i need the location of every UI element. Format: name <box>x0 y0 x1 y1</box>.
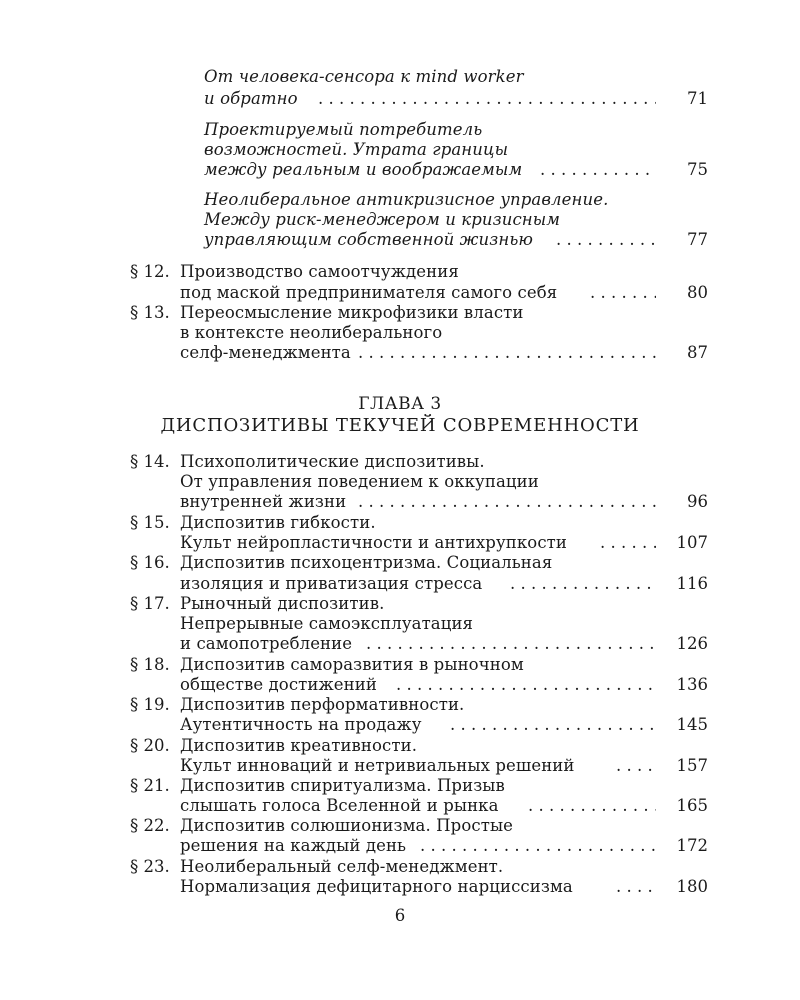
section-20-line-2: Культ инноваций и нетривиальных решений <box>180 756 575 775</box>
section-13-line-3: селф-менеджмента <box>180 343 351 362</box>
section-20-line-1: Диспозитив креативности. <box>180 736 418 755</box>
section-23-line-1: Неолиберальный селф-менеджмент. <box>180 857 504 876</box>
section-22-number: § 22. <box>130 816 170 835</box>
section-12-line-2: под маской предпринимателя самого себя <box>180 283 558 302</box>
dot-leader <box>366 634 656 654</box>
chapter-label: ГЛАВА 3 <box>358 394 442 414</box>
section-21-line-1: Диспозитив спиритуализма. Призыв <box>180 776 505 795</box>
section-14-line-3: внутренней жизни <box>180 492 347 511</box>
section-20-number: § 20. <box>130 736 170 755</box>
section-23-line-2: Нормализация дефицитарного нарциссизма <box>180 877 573 896</box>
dot-leader <box>396 675 656 695</box>
section-19-line-1: Диспозитив перформативности. <box>180 695 465 714</box>
section-18-line-2: обществе достижений <box>180 675 377 694</box>
subitem-3-line-2: Между риск-менеджером и кризисным <box>204 210 561 229</box>
section-19-line-2: Аутентичность на продажу <box>180 715 422 734</box>
dot-leader <box>450 715 656 735</box>
section-18-page: 136 <box>676 675 708 694</box>
chapter-title: ДИСПОЗИТИВЫ ТЕКУЧЕЙ СОВРЕМЕННОСТИ <box>160 415 640 436</box>
section-16-page: 116 <box>676 574 708 593</box>
subitem-3-line-3: управляющим собственной жизнью <box>204 230 534 249</box>
section-14-line-1: Психополитические диспозитивы. <box>180 452 485 471</box>
subitem-2-page: 75 <box>687 160 708 179</box>
dot-leader <box>318 89 656 109</box>
subitem-2-line-3: между реальным и воображаемым <box>204 160 523 179</box>
subitem-1-page: 71 <box>687 89 708 108</box>
section-12-page: 80 <box>687 283 708 302</box>
section-14-number: § 14. <box>130 452 170 471</box>
section-14-line-2: От управления поведением к оккупации <box>180 472 539 491</box>
subitem-3-line-1: Неолиберальное антикризисное управление. <box>204 190 609 209</box>
section-15-number: § 15. <box>130 513 170 532</box>
dot-leader <box>358 343 656 363</box>
section-12-number: § 12. <box>130 262 170 281</box>
dot-leader <box>510 574 656 594</box>
section-22-line-1: Диспозитив солюшионизма. Простые <box>180 816 514 835</box>
dot-leader <box>540 160 656 180</box>
section-18-number: § 18. <box>130 655 170 674</box>
section-21-page: 165 <box>676 796 708 815</box>
subitem-2-line-1: Проектируемый потребитель <box>204 120 483 139</box>
section-19-page: 145 <box>676 715 708 734</box>
section-16-line-1: Диспозитив психоцентризма. Социальная <box>180 553 553 572</box>
section-17-line-1: Рыночный диспозитив. <box>180 594 385 613</box>
section-23-page: 180 <box>676 877 708 896</box>
subitem-1-line-1: От человека-сенсора к mind worker <box>204 67 524 86</box>
section-17-line-3: и самопотребление <box>180 634 353 653</box>
section-20-page: 157 <box>676 756 708 775</box>
section-14-page: 96 <box>687 492 708 511</box>
section-22-line-2: решения на каждый день <box>180 836 407 855</box>
section-13-line-1: Переосмысление микрофизики власти <box>180 303 524 322</box>
section-21-line-2: слышать голоса Вселенной и рынка <box>180 796 499 815</box>
section-13-page: 87 <box>687 343 708 362</box>
section-17-line-2: Непрерывные самоэксплуатация <box>180 614 474 633</box>
section-19-number: § 19. <box>130 695 170 714</box>
section-15-line-2: Культ нейропластичности и антихрупкости <box>180 533 567 552</box>
section-17-page: 126 <box>676 634 708 653</box>
section-22-page: 172 <box>676 836 708 855</box>
section-13-number: § 13. <box>130 303 170 322</box>
subitem-1-line-2: и обратно <box>204 89 298 108</box>
dot-leader <box>358 492 656 512</box>
section-15-page: 107 <box>676 533 708 552</box>
page-number: 6 <box>394 906 406 925</box>
dot-leader <box>528 796 656 816</box>
section-15-line-1: Диспозитив гибкости. <box>180 513 376 532</box>
section-18-line-1: Диспозитив саморазвития в рыночном <box>180 655 524 674</box>
section-12-line-1: Производство самоотчуждения <box>180 262 459 281</box>
section-13-line-2: в контексте неолиберального <box>180 323 443 342</box>
dot-leader <box>420 836 656 856</box>
subitem-3-page: 77 <box>687 230 708 249</box>
section-17-number: § 17. <box>130 594 170 613</box>
section-16-line-2: изоляция и приватизация стресса <box>180 574 483 593</box>
section-21-number: § 21. <box>130 776 170 795</box>
section-23-number: § 23. <box>130 857 170 876</box>
subitem-2-line-2: возможностей. Утрата границы <box>204 140 509 159</box>
section-16-number: § 16. <box>130 553 170 572</box>
